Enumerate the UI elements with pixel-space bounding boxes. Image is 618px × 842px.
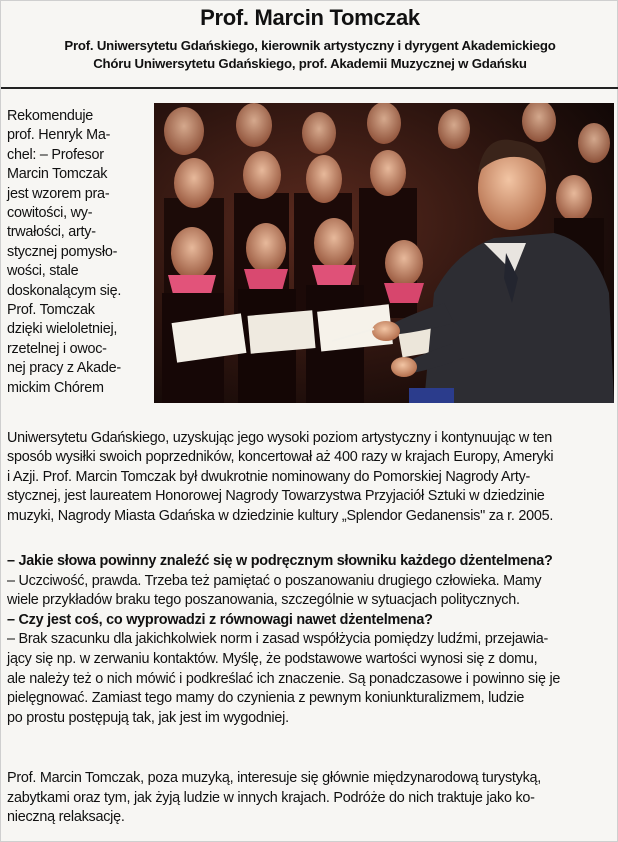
text-line: nieczną relaksację. bbox=[7, 809, 125, 826]
text-line: chel: – Profesor bbox=[7, 146, 104, 163]
text-line: doskonalącym się. bbox=[7, 282, 122, 299]
text-line: Prof. Marcin Tomczak, poza muzyką, interesuje się głównie międzynarodową turystyką, bbox=[7, 770, 542, 786]
text-line: – Brak szacunku dla jakichkolwiek norm i zasad współżycia pomiędzy ludźmi, przejawia- bbox=[7, 631, 549, 648]
text-line: Prof. Tomczak bbox=[7, 302, 95, 318]
subtitle-line: Prof. Uniwersytetu Gdańskiego, kierownik artystyczny i dyrygent Akademickiego bbox=[64, 38, 556, 53]
text-line: Marcin Tomczak bbox=[7, 166, 108, 183]
text-line: rzetelnej i owoc- bbox=[7, 340, 107, 357]
text-line: mickim Chórem bbox=[7, 379, 104, 396]
text-line: ale należy też o nich mówić i podkreślać ich znaczenie. Są ponadczasowe i powinno się je bbox=[7, 670, 561, 687]
text-line: wiele przykładów braku tego poszanowania, szczególnie w sytuacjach politycznych. bbox=[7, 592, 520, 609]
text-line: – Jakie słowa powinny znaleźć się w podręcznym słowniku każdego dżentelmena? bbox=[7, 553, 553, 569]
text-line: – Uczciwość, prawda. Trzeba też pamiętać o poszanowaniu drugiego człowieka. Mamy bbox=[7, 572, 542, 589]
text-line: jący się np. w zerwaniu kontaktów. Myślę, że podstawowe wartości wynosi się z domu, bbox=[7, 651, 538, 667]
text-line: Rekomenduje bbox=[7, 108, 94, 124]
text-line: Uniwersytetu Gdańskiego, uzyskując jego wysoki poziom artystyczny i kontynuując w ten bbox=[7, 430, 553, 446]
text-line: i Azji. Prof. Marcin Tomczak był dwukrotnie nominowany do Pomorskiej Nagrody Arty- bbox=[7, 468, 531, 485]
header-divider bbox=[1, 87, 618, 89]
text-line: sposób wysiłki swoich poprzedników, koncertował aż 400 razy w krajach Europy, Ameryki bbox=[7, 449, 554, 466]
text-line: muzyki, Nagrody Miasta Gdańska w dziedzinie kultury „Splendor Gedanensis" za r. 2005. bbox=[7, 507, 554, 524]
text-line: zabytkami oraz tym, jak żyją ludzie w innych krajach. Podróże do nich traktuje jako ko- bbox=[7, 789, 535, 806]
article-title: Prof. Marcin Tomczak bbox=[200, 5, 420, 30]
text-line: – Czy jest coś, co wyprowadzi z równowagi nawet dżentelmena? bbox=[7, 611, 433, 628]
text-line: prof. Henryk Ma- bbox=[7, 127, 111, 144]
subtitle-line: Chóru Uniwersytetu Gdańskiego, prof. Akademii Muzycznej w Gdańsku bbox=[93, 56, 527, 71]
text-line: trwałości, arty- bbox=[7, 224, 96, 241]
text-line: wości, stale bbox=[7, 263, 79, 280]
text-line: jest wzorem pra- bbox=[7, 185, 110, 202]
article-subtitle bbox=[11, 37, 609, 73]
text-line: nej pracy z Akade- bbox=[7, 360, 121, 377]
text-line: po prostu postępują tak, jak jest im wygodniej. bbox=[7, 709, 289, 726]
text-line: stycznej, jest laureatem Honorowej Nagrody Towarzystwa Przyjaciół Sztuki w dziedzinie bbox=[7, 488, 545, 505]
text-line: cowitości, wy- bbox=[7, 205, 93, 221]
text-line: dzięki wieloletniej, bbox=[7, 321, 118, 338]
conductor-choir-photo bbox=[154, 103, 614, 403]
text-line: stycznej pomysło- bbox=[7, 243, 118, 260]
text-line: pielęgnować. Zamiast tego mamy do czynienia z pewnym koniunkturalizmem, ludzie bbox=[7, 690, 525, 707]
